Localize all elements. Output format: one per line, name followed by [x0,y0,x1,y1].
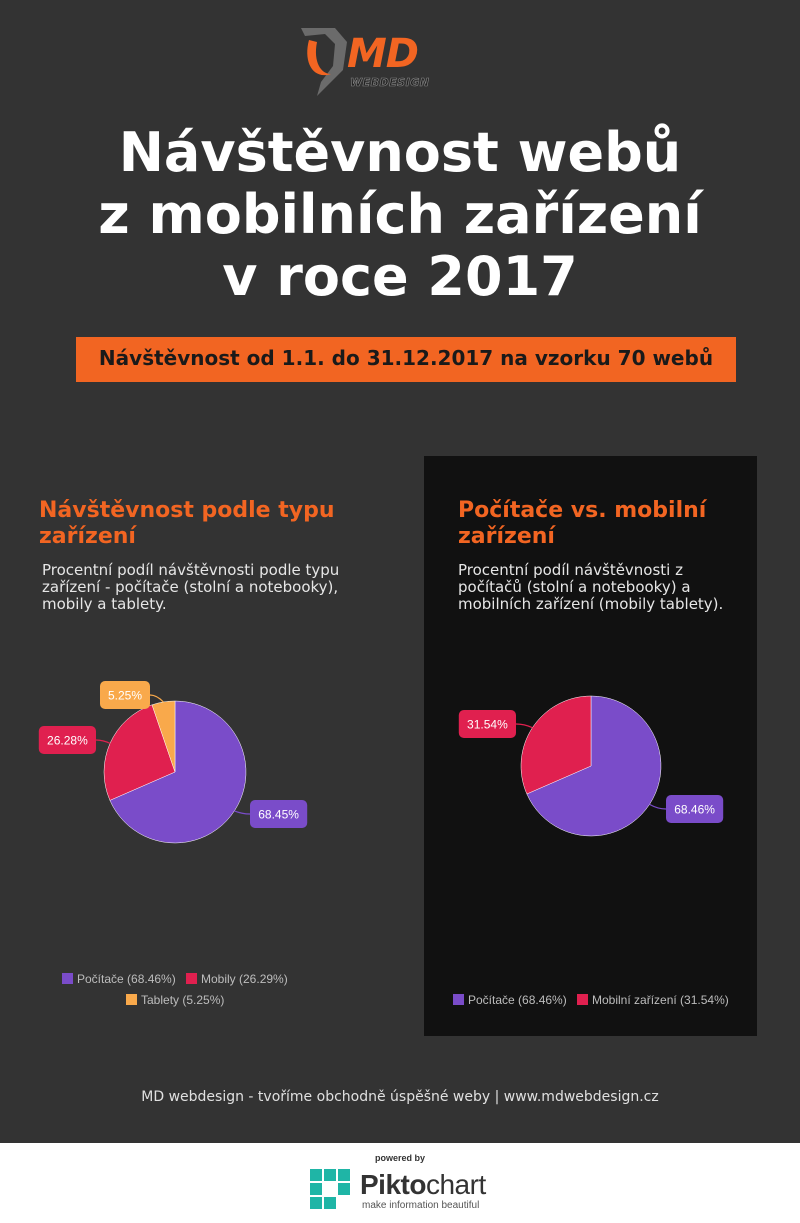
legend-label: Počítače (68.46%) [77,972,176,986]
footer-credit: MD webdesign - tvoříme obchodně úspěšné weby | www.mdwebdesign.cz [141,1089,659,1105]
legend-swatch [126,994,137,1005]
brand-part-a: Pikto [360,1169,426,1200]
legend-label: Tablety (5.25%) [141,993,225,1007]
legend-item-tablets-1 [126,993,224,1007]
title-line-2: z mobilních zařízení [98,183,702,246]
legend-item-mobiles-1 [186,972,288,986]
piktochart-tagline: make information beautiful [362,1200,480,1211]
legend-label: Počítače (68.46%) [468,993,567,1007]
piktochart-wordmark [360,1169,486,1201]
device-type-pie-chart [0,640,400,900]
data-label: 68.45% [258,807,299,822]
logo-mark: MD [347,31,419,77]
callout-line [234,811,250,814]
brand-part-b: chart [425,1169,486,1200]
logo-swoosh-icon [295,22,355,102]
logo-subtitle: WEBDESIGN [350,76,430,89]
piktochart-banner[interactable] [0,1143,800,1223]
chart1-description: Procentní podíl návštěvnosti podle typu zařízení - počítače (stolní a notebooky), mobily a tablety. [42,561,340,613]
legend-swatch [186,973,197,984]
title-line-3: v roce 2017 [222,245,578,308]
page-title [0,122,800,308]
legend-label: Mobily (26.29%) [201,972,288,986]
chart2-description: Procentní podíl návštěvnosti z počítačů (stolní a notebooky) a mobilních zařízení (mobily tablety). [458,561,724,613]
computers-vs-mobile-pie-chart [424,640,757,900]
piktochart-logo-icon [310,1169,354,1213]
data-label: 5.25% [107,688,143,703]
title-line-1: Návštěvnost webů [118,121,682,184]
md-webdesign-logo [295,22,465,102]
data-label: 68.46% [674,802,715,817]
date-range-banner [76,337,736,382]
powered-by-label: powered by [374,1153,425,1163]
legend-item-computers-1 [62,972,176,986]
callout-line [96,740,110,743]
chart2-title: Počítače vs. mobilní zařízení [458,498,707,549]
data-label: 26.28% [47,733,88,748]
legend-swatch [62,973,73,984]
callout-line [150,695,163,702]
callout-line [650,804,666,809]
chart1-title: Návštěvnost podle typu zařízení [39,498,335,549]
banner-text: Návštěvnost od 1.1. do 31.12.2017 na vzorku 70 webů [98,346,714,370]
data-label: 31.54% [467,717,508,732]
callout-line [516,724,532,728]
legend-label: Mobilní zařízení (31.54%) [592,993,729,1007]
